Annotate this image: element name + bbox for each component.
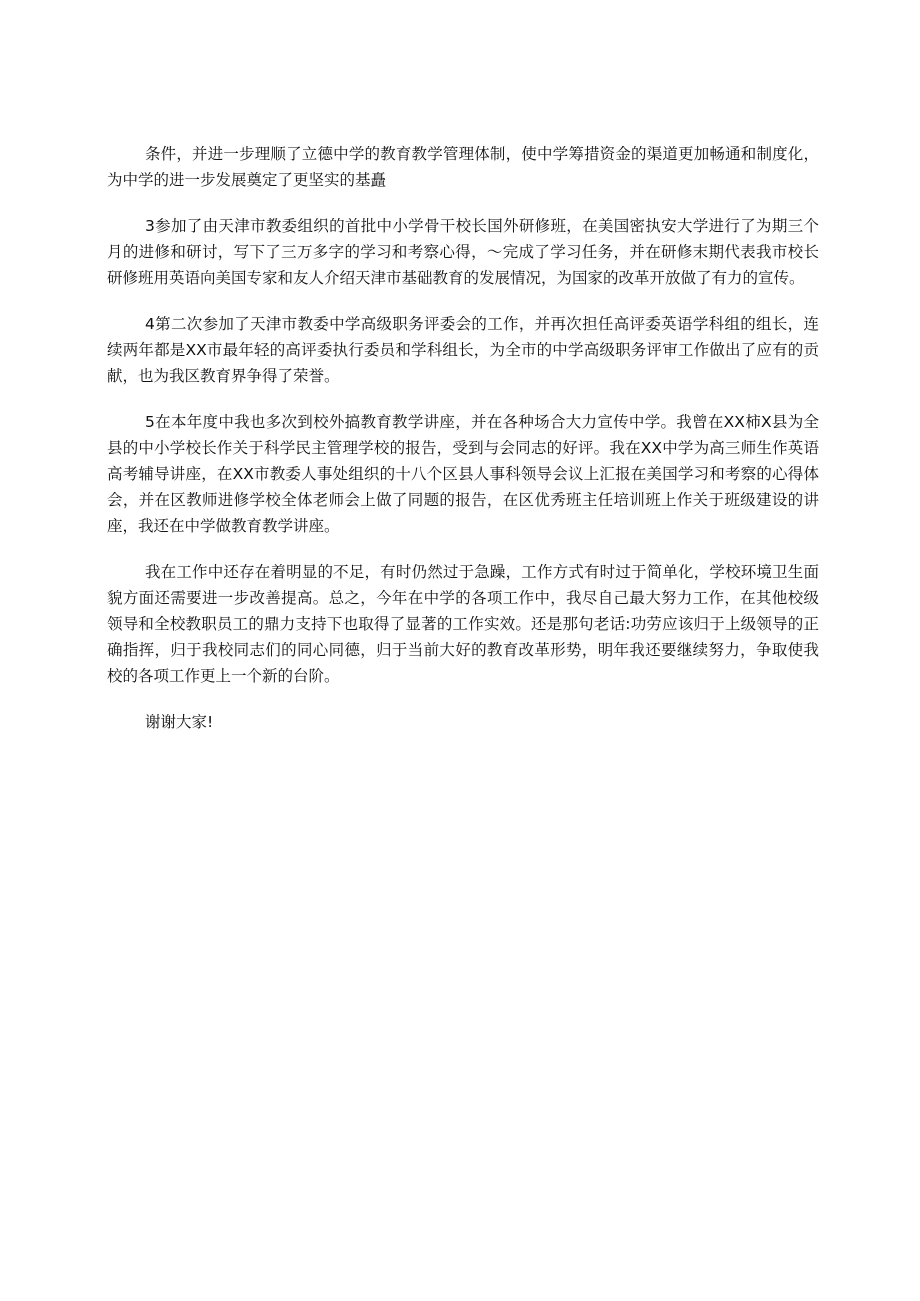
paragraph-item-3: 3参加了由天津市教委组织的首批中小学骨干校长国外研修班，在美国密执安大学进行了为期三个月的进修和研讨，写下了三万多字的学习和考察心得，～完成了学习任务，并在研修末期代表我市校长研修班用英语向美国专家和友人介绍天津市基础教育的发展情况，为国家的改革开放做了有力的宣传。 <box>107 217 819 287</box>
paragraph-summary: 我在工作中还存在着明显的不足，有时仍然过于急躁，工作方式有时过于简单化，学校环境卫生面貌方面还需要进一步改善提高。总之，今年在中学的各项工作中，我尽自己最大努力工作，在其他校级领导和全校教职员工的鼎力支持下也取得了显著的工作实效。还是那句老话:功劳应该归于上级领导的正确指挥，归于我校同志们的同心同德，归于当前大好的教育改革形势，明年我还要继续努力，争取使我校的各项工作更上一个新的台阶。 <box>107 563 819 685</box>
document-body <box>107 141 819 755</box>
paragraph-item-4: 4第二次参加了天津市教委中学高级职务评委会的工作，并再次担任高评委英语学科组的组长，连续两年都是XX市最年轻的高评委执行委员和学科组长，为全市的中学高级职务评审工作做出了应有的贡献，也为我区教育界争得了荣誉。 <box>107 315 819 385</box>
closing-thanks: 谢谢大家! <box>145 713 214 731</box>
paragraph-item-5: 5在本年度中我也多次到校外搞教育教学讲座，并在各种场合大力宣传中学。我曾在XX柿X县为全县的中小学校长作关于科学民主管理学校的报告，受到与会同志的好评。我在XX中学为高三师生作英语高考辅导讲座，在XX市教委人事处组织的十八个区县人事科领导会议上汇报在美国学习和考察的心得体会，并在区教师进修学校全体老师会上做了同题的报告，在区优秀班主任培训班上作关于班级建设的讲座，我还在中学做教育教学讲座。 <box>107 413 819 535</box>
paragraph-continuation: 条件，并进一步理顺了立德中学的教育教学管理体制，使中学筹措资金的渠道更加畅通和制度化，为中学的进一步发展奠定了更坚实的基矗 <box>107 145 819 189</box>
